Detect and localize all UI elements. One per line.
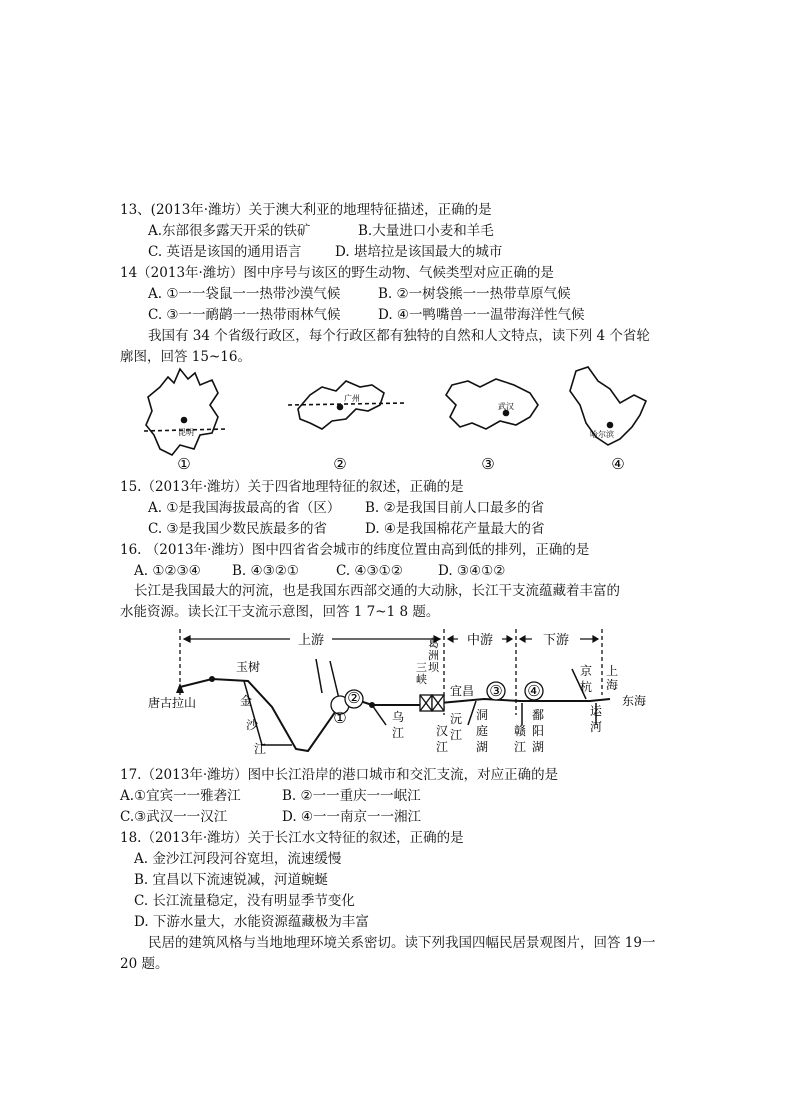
place-hai: 海 [606,678,619,692]
river-jinsha-2: 沙 [246,718,259,732]
q18-option-c: C. 长江流量稳定，没有明显季节变化 [134,893,355,909]
q16-option-d: D. ③④①② [438,563,506,579]
river-han-2: 江 [436,740,449,754]
province-city-4: 哈尔滨 [590,430,614,439]
sanxia-2: 峡 [416,673,427,686]
province-label-3: ③ [481,455,495,473]
q14-option-d: D. ④一鸭嘴兽一一温带海洋性气候 [378,307,585,323]
lake-dongting-3: 湖 [476,740,489,754]
q18-option-d: D. 下游水量大，水能资源蕴藏极为丰富 [134,914,369,930]
province-map-2 [288,381,406,429]
q15-option-b: B. ②是我国目前人口最多的省 [365,500,545,516]
segment-middle: 中游 [466,633,494,648]
province-outline-maps [140,365,670,475]
intro2-line1: 长江是我国最大的河流，也是我国东西部交通的大动脉，长江干支流蕴藏着丰富的 [134,583,620,599]
segment-lower: 下游 [542,633,570,648]
q18-option-a: A. 金沙江河段河谷宽坦，流速缓慢 [134,851,342,867]
q16-option-a: A. ①②③④ [134,563,201,579]
place-donghai: 东海 [622,694,647,708]
q18-stem: 18.（2013年·潍坊）关于长江水文特征的叙述，正确的是 [120,830,464,846]
q14-stem: 14（2013年·潍坊）图中序号与该区的野生动物、气候类型对应正确的是 [120,265,554,281]
segment-arrows [184,636,598,642]
q15-option-d: D. ④是我国棉花产量最大的省 [365,521,545,537]
q17-option-d: D. ④一一南京一一湘江 [282,809,422,825]
city-dot [209,676,215,682]
yangtze-river-diagram [140,625,660,765]
q17-option-a: A.①宜宾一一雅砻江 [120,788,241,804]
source-label: 唐古拉山 [148,696,197,710]
river-jinsha-3: 江 [254,742,267,756]
province-city-1: 昆明 [178,428,194,437]
marker-4: ④ [527,682,541,700]
intro3-line1: 民居的建筑风格与当地地理环境关系密切。读下列我国四幅民居景观图片，回答 19一 [148,935,656,951]
three-gorges-dam [420,695,444,711]
q16-stem: 16. （2013年·潍坊）图中四省省会城市的纬度位置由高到低的排列，正确的是 [120,542,590,558]
intro3-line2: 20 题。 [120,956,169,972]
marker-3: ③ [489,682,503,700]
river-yun: 运 [590,704,603,718]
place-shang: 上 [606,664,619,678]
source-mountain-icon [176,683,184,693]
gezhouba-3: 坝 [428,661,439,674]
river-han-1: 汉 [436,724,449,738]
province-city-2: 广州 [344,394,360,403]
segment-upper: 上游 [297,633,325,648]
gezhouba-1: 葛 [428,637,439,650]
river-gan-1: 赣 [514,724,527,738]
q17-stem: 17.（2013年·潍坊）图中长江沿岸的港口城市和交汇支流，对应正确的是 [120,767,559,783]
marker-1: ① [333,709,347,727]
river-wu-2: 江 [392,726,405,740]
intro1-line1: 我国有 34 个省级行政区，每个行政区都有独特的自然和人文特点，读下列 4 个省轮 [148,328,650,344]
place-yichang: 宜昌 [450,684,475,698]
q15-option-c: C. ③是我国少数民族最多的省 [148,521,328,537]
q17-option-b: B. ②一一重庆一一岷江 [282,788,421,804]
river-yuan-1: 沅 [450,712,463,726]
province-map-3 [446,379,538,429]
province-label-2: ② [333,455,347,473]
q13-stem: 13、(2013年·潍坊）关于澳大利亚的地理特征描述，正确的是 [120,202,492,218]
q14-option-b: B. ②一树袋熊一一热带草原气候 [378,286,571,302]
river-yuan-2: 江 [450,728,463,742]
sanxia-1: 三 [416,661,427,674]
lake-poyang-1: 鄱 [532,708,545,722]
gezhouba-2: 洲 [428,649,439,662]
q14-option-a: A. ①一一袋鼠一一热带沙漠气候 [148,286,341,302]
place-yushu: 玉树 [236,660,261,674]
place-hang: 杭 [580,680,593,694]
place-jing: 京 [580,664,593,678]
province-label-1: ① [177,455,191,473]
city-dot [369,702,375,708]
q13-option-c: C. 英语是该国的通用语言 [148,244,302,260]
q13-option-b: B.大量进口小麦和羊毛 [358,223,494,239]
province-city-3: 武汉 [498,402,514,411]
q18-option-b: B. 宜昌以下流速锐减，河道蜿蜒 [134,872,329,888]
q13-option-d: D. 堪培拉是该国最大的城市 [335,244,503,260]
river-he: 河 [590,720,603,734]
q15-option-a: A. ①是我国海拔最高的省（区） [148,500,341,516]
lake-dongting-2: 庭 [476,724,489,738]
lake-poyang-3: 湖 [532,740,545,754]
province-map-1 [144,369,226,455]
river-wu-1: 乌 [392,710,405,724]
marker-2: ② [347,689,361,707]
q13-option-a: A.东部很多露天开采的铁矿 [148,223,311,239]
river-jinsha-1: 金 [240,694,253,708]
q15-stem: 15.（2013年·潍坊）关于四省地理特征的叙述，正确的是 [120,479,464,495]
province-label-4: ④ [611,455,625,473]
lake-poyang-2: 阳 [532,724,545,738]
lake-dongting-1: 洞 [476,708,489,722]
q14-option-c: C. ③一一鸸鹋一一热带雨林气候 [148,307,341,323]
q16-option-b: B. ④③②① [232,563,299,579]
q16-option-c: C. ④③①② [336,563,403,579]
intro2-line2: 水能资源。读长江干支流示意图，回答 1 7~1 8 题。 [120,604,440,620]
q17-option-c: C.③武汉一一汉江 [120,809,228,825]
intro1-line2: 廓图，回答 15~16。 [120,349,251,365]
river-gan-2: 江 [514,740,527,754]
